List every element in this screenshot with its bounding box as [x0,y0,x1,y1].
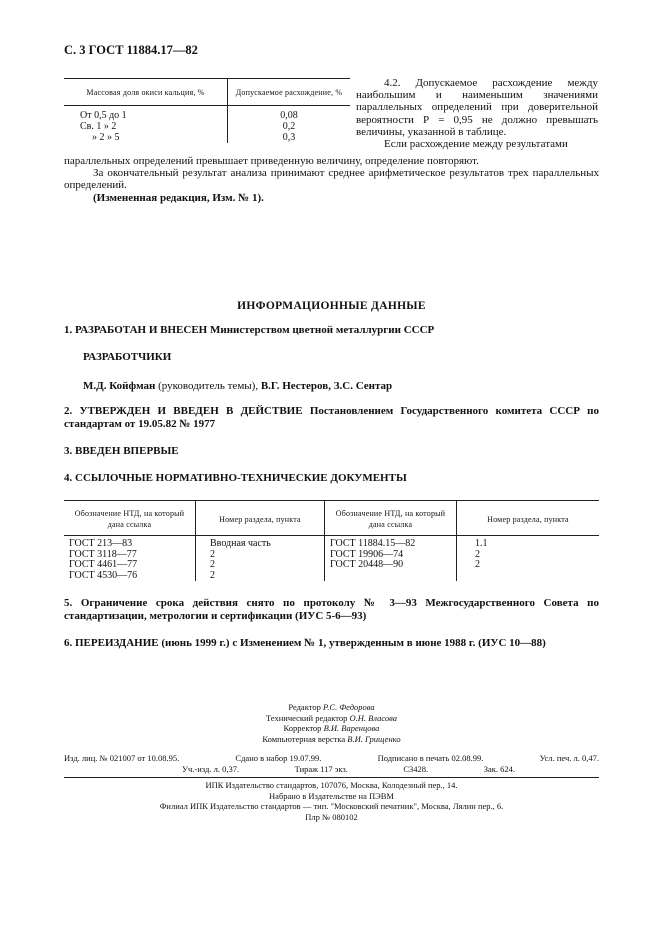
imprint-print-details: Изд. лиц. № 021007 от 10.08.95. Сдано в набор 19.07.99. Подписано в печать 02.08.99. Усл. печ. л. 0,47. Уч.-изд. л. 0,37. Тираж 117 экз. С3428. Зак. 624. [64,753,599,774]
calcium-oxide-table [64,78,350,143]
table-row: ГОСТ 3118—77 2 ГОСТ 19906—74 2 [64,550,599,561]
info-item-6: 6. ПЕРЕИЗДАНИЕ (июнь 1999 г.) с Изменением № 1, утвержденным в июне 1988 г. (ИУС 10—88) [64,637,546,649]
table1-col2-header: Допускаемое расхождение, % [228,79,351,106]
table-row: От 0,5 до 1 0,08 [64,106,350,122]
paragraph-4-2: 4.2. Допускаемое расхождение между наибольшим и наименьшим значениями параллельных определений при доверительной вероятности Р = 0,95 не должно превышать величины, указанной в таблице. Если расхождение между результатами [356,77,598,151]
table-row: Св. 1 » 2 0,2 [64,121,350,132]
imprint-publisher: ИПК Издательство стандартов, 107076, Москва, Колодезный пер., 14. Набрано в Издательстве на ПЭВМ Филиал ИПК Издательство стандартов — тип. "Московский печатник", Москва, Лялин пер., 6. Плр № 080102 [159,780,504,822]
table-row: ГОСТ 213—83 Вводная часть ГОСТ 11884.15—82 1.1 [64,536,599,550]
imprint-divider [64,777,599,778]
table-row: ГОСТ 4530—76 2 [64,571,599,582]
info-item-5: 5. Ограничение срока действия снято по протоколу № 3—93 Межгосударственного Совета по стандартизации, метрологии и сертификации (ИУС 5-6—93) [64,597,599,622]
table-row: » 2 » 5 0,3 [64,132,350,143]
info-item-2: 2. УТВЕРЖДЕН И ВВЕДЕН В ДЕЙСТВИЕ Постановлением Государственного комитета СССР по стандартам от 19.05.82 № 1977 [64,405,600,430]
imprint-credits: Редактор Р.С. Федорова Технический редактор О.Н. Власова Корректор В.И. Варенцова Компьютерная верстка В.И. Грищенко [262,702,401,744]
table1-col1-header: Массовая доля окиси кальция, % [64,79,228,106]
info-item-1: 1. РАЗРАБОТАН И ВНЕСЕН Министерством цветной металлургии СССР [64,324,435,336]
developers-list: М.Д. Койфман (руководитель темы), В.Г. Нестеров, З.С. Сентар [83,380,393,392]
developers-label: РАЗРАБОТЧИКИ [83,351,172,363]
info-item-4: 4. ССЫЛОЧНЫЕ НОРМАТИВНО-ТЕХНИЧЕСКИЕ ДОКУМЕНТЫ [64,472,407,484]
paragraph-continuation: параллельных определений превышает приведенную величину, определение повторяют. За окончательный результат анализа принимают среднее арифметическое результатов трех параллельных определений. (Измененная редакция, Изм. № 1). [64,155,599,204]
amendment-note: (Измененная редакция, Изм. № 1). [93,191,264,204]
page-header: С. 3 ГОСТ 11884.17—82 [64,43,198,57]
info-item-3: 3. ВВЕДЕН ВПЕРВЫЕ [64,445,179,457]
reference-documents-table: Обозначение НТД, на который дана ссылка Номер раздела, пункта Обозначение НТД, на который дана ссылка Номер раздела, пункта ГОСТ 213—83 Вводная часть ГОСТ 11884.15—82 1.1 ГОСТ 3118—77 2 ГОСТ 19906—74 2 ГОСТ 4461—77 2 ГОСТ 20448—90 2 ГОСТ 4530—76 2 [64,500,599,581]
info-title: ИНФОРМАЦИОННЫЕ ДАННЫЕ [237,300,426,312]
table-row: ГОСТ 4461—77 2 ГОСТ 20448—90 2 [64,560,599,571]
